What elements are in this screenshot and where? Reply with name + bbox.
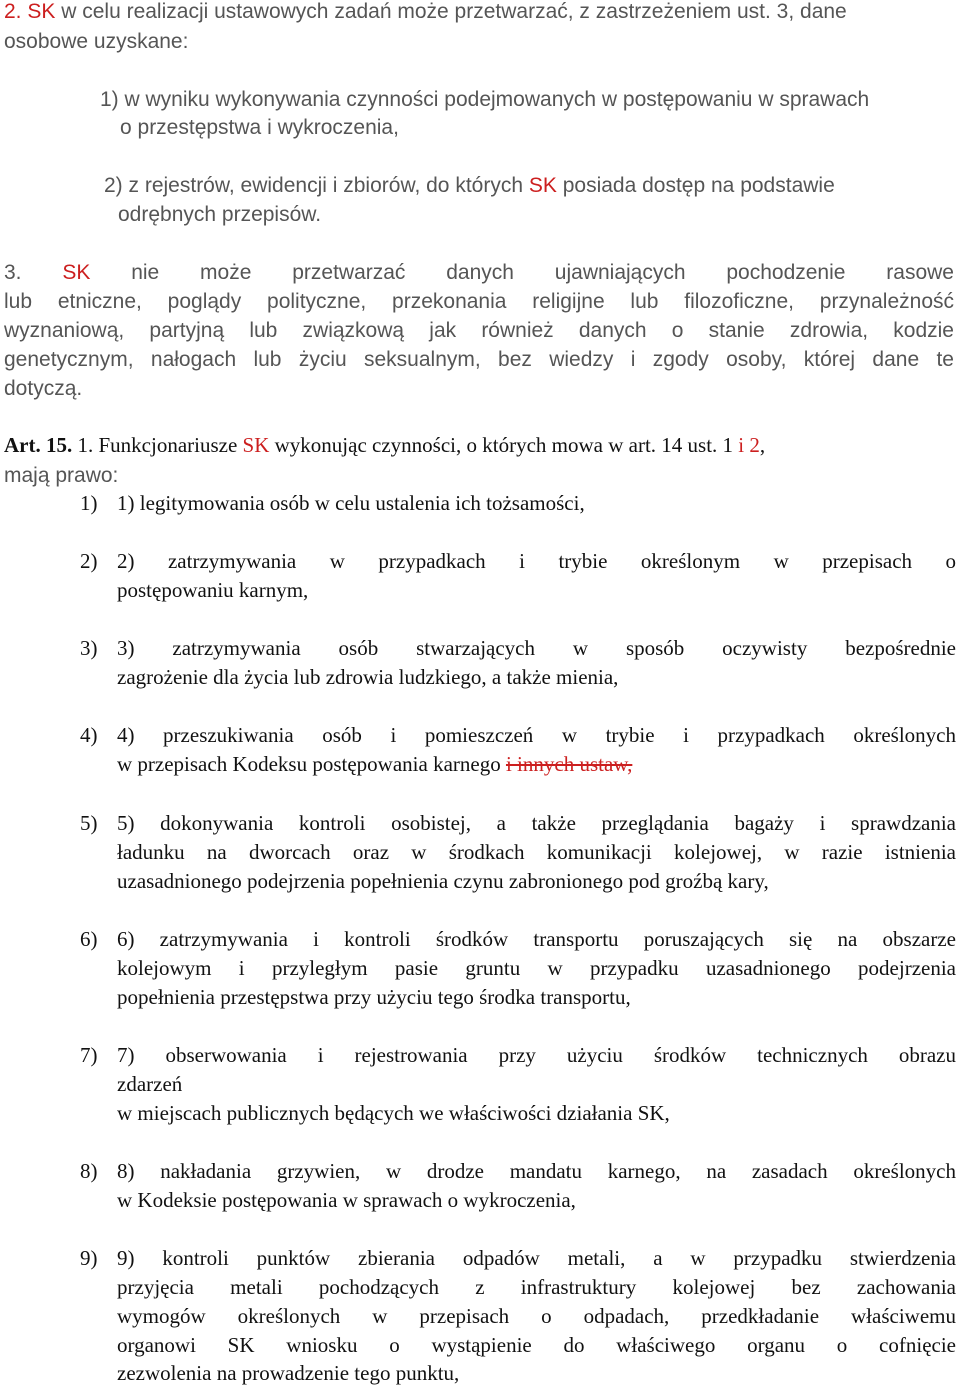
art-15-item-6-line-2: kolejowym i przyległym pasie gruntu w przypadku uzasadnionego podejrzenia — [117, 956, 956, 980]
art-15-item-9-line-2: przyjęcia metali pochodzących z infrastruktury kolejowej bez zachowania — [117, 1275, 956, 1299]
art-15-item-8-line-1: 8) nakładania grzywien, w drodze mandatu karnego, na zasadach określonych — [117, 1159, 956, 1183]
art-15-item-4-number: 4) — [80, 723, 98, 747]
art-15-intro-pre: 1. Funkcjonariusze — [77, 433, 238, 457]
art-15-item-1-line-1: 1) legitymowania osób w celu ustalenia ich tożsamości, — [117, 491, 585, 515]
art-15-item-5-line-1: 5) dokonywania kontroli osobistej, a także przeglądania bagaży i sprawdzania — [117, 811, 956, 835]
section-2-item-2-line-1 — [104, 171, 835, 200]
sk-abbrev: SK — [242, 433, 270, 457]
art-15-item-3-number: 3) — [80, 636, 98, 660]
art-15-item-2-number: 2) — [80, 549, 98, 573]
art-15-item-6-line-3: popełnienia przestępstwa przy użyciu tego środka transportu, — [117, 985, 631, 1009]
section-2-item-1-line-2: o przestępstwa i wykroczenia, — [120, 116, 399, 139]
art-15-item-3-line-1: 3) zatrzymywania osób stwarzających w sposób oczywisty bezpośrednie — [117, 636, 956, 660]
section-3-line-2: lub etniczne, poglądy polityczne, przekonania religijne lub filozoficzne, przynależność — [4, 290, 954, 313]
section-2-line-1 — [4, 0, 847, 26]
art-15-line-2: mają prawo: — [4, 464, 119, 487]
sk-abbrev: SK — [62, 261, 91, 284]
art-15-item-9-line-5: zezwolenia na prowadzenie tego punktu, — [117, 1361, 460, 1385]
section-3-line-5: dotyczą. — [4, 377, 83, 400]
art-15-item-5-line-2: ładunku na dworcach oraz w środkach komunikacji kolejowej, w razie istnienia — [117, 840, 956, 864]
item-4-text: w przepisach Kodeksu postępowania karnego — [117, 752, 501, 776]
art-15-item-8-line-2: w Kodeksie postępowania w sprawach o wykroczenia, — [117, 1188, 576, 1212]
art-15-item-7-line-1: 7) obserwowania i rejestrowania przy użyciu środków technicznych obrazu — [117, 1043, 956, 1067]
section-2-line-2: osobowe uzyskane: — [4, 30, 189, 53]
section-2-item-1-line-1: 1) w wyniku wykonywania czynności podejmowanych w postępowaniu w sprawach — [100, 88, 870, 111]
section-3-line-3: wyznaniową, partyjną lub związkową jak również danych o stanie zdrowia, kodzie — [4, 319, 954, 342]
section-2-text: w celu realizacji ustawowych zadań może przetwarzać, z zastrzeżeniem ust. 3, dane — [61, 0, 847, 23]
section-3-line-4: genetycznym, nałogach lub życiu seksualnym, bez wiedzy i zgody osoby, której dane te — [4, 348, 954, 371]
section-3-number: 3. — [4, 261, 22, 284]
struck-text: i innych ustaw, — [505, 752, 633, 776]
art-15-item-5-number: 5) — [80, 811, 98, 835]
art-15-item-7-number: 7) — [80, 1043, 98, 1067]
art-15-label: Art. 15. — [4, 433, 73, 457]
sk-abbrev: SK — [528, 174, 557, 197]
art-15-item-2-line-2: postępowaniu karnym, — [117, 578, 309, 602]
art-15-item-9-line-4: organowi SK wniosku o wystąpienie do właściwego organu o cofnięcie — [117, 1333, 956, 1357]
art-15-item-9-line-3: wymogów określonych w przepisach o odpadach, przedkładanie właściwemu — [117, 1304, 956, 1328]
art-15-item-7-line-2: zdarzeń — [117, 1072, 183, 1096]
art-15-item-4-line-2 — [117, 750, 632, 779]
item-2-text-post: posiada dostęp na podstawie — [562, 174, 835, 197]
art-15-item-6-line-1: 6) zatrzymywania i kontroli środków transportu poruszających się na obszarze — [117, 927, 956, 951]
section-3-line-1 — [4, 258, 954, 287]
art-15-item-4-line-1: 4) przeszukiwania osób i pomieszczeń w trybie i przypadkach określonych — [117, 723, 956, 747]
section-3-text: nie może przetwarzać danych ujawniających pochodzenie rasowe — [131, 261, 954, 284]
art-15-item-7-line-3: w miejscach publicznych będących we właściwości działania SK, — [117, 1101, 670, 1125]
section-2-item-2-line-2: odrębnych przepisów. — [118, 203, 322, 226]
sk-abbrev: SK — [27, 0, 56, 23]
art-15-intro-mid: wykonując czynności, o których mowa w art. 14 ust. 1 — [274, 433, 734, 457]
art-15-inserted-i: i — [738, 433, 745, 457]
art-15-item-1-number: 1) — [80, 491, 98, 515]
art-15-inserted-2: 2 — [749, 433, 760, 457]
art-15-intro — [4, 431, 765, 460]
art-15-item-5-line-3: uzasadnionego podejrzenia popełnienia czynu zabronionego pod groźbą kary, — [117, 869, 769, 893]
art-15-item-9-line-1: 9) kontroli punktów zbierania odpadów metali, a w przypadku stwierdzenia — [117, 1246, 956, 1270]
art-15-item-3-line-2: zagrożenie dla życia lub zdrowia ludzkiego, a także mienia, — [117, 665, 619, 689]
art-15-item-2-line-1: 2) zatrzymywania w przypadkach i trybie określonym w przepisach o — [117, 549, 956, 573]
art-15-item-6-number: 6) — [80, 927, 98, 951]
item-2-text-pre: 2) z rejestrów, ewidencji i zbiorów, do których — [104, 174, 524, 197]
art-15-comma: , — [759, 433, 766, 457]
art-15-item-9-number: 9) — [80, 1246, 98, 1270]
art-15-item-8-number: 8) — [80, 1159, 98, 1183]
section-2-number: 2. — [4, 0, 22, 23]
